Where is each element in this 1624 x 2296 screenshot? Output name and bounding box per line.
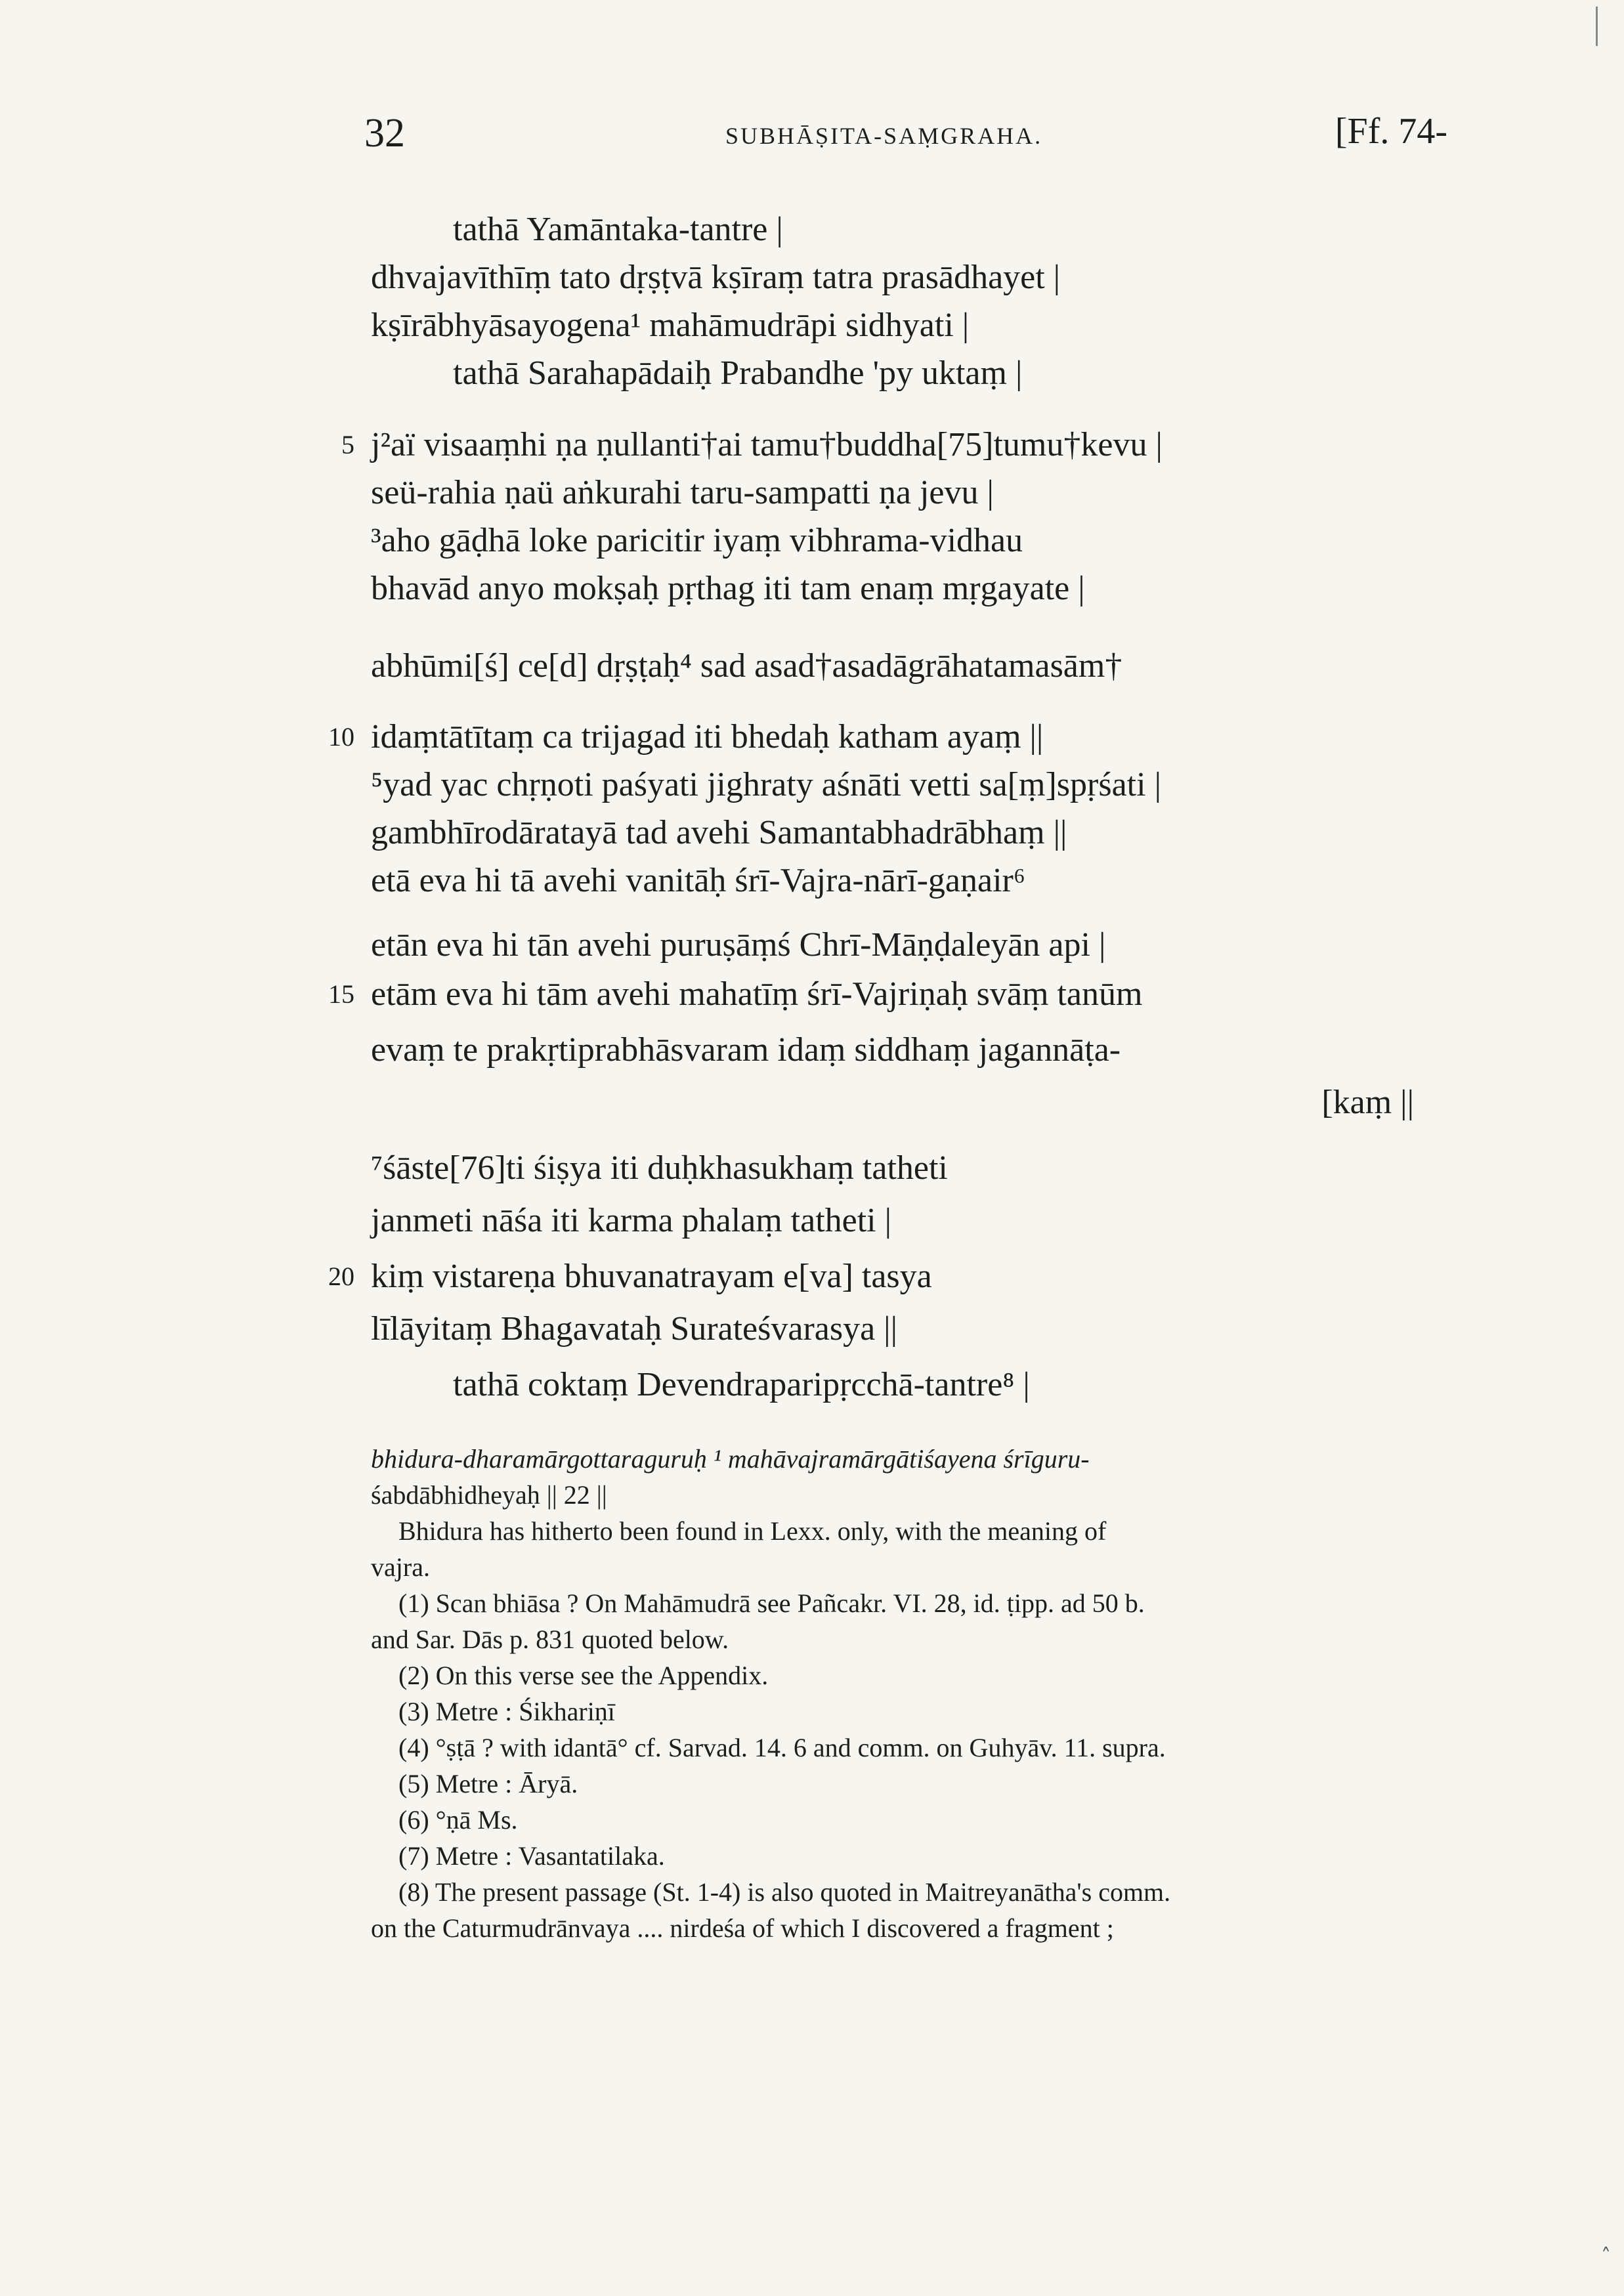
- verse-line: līlāyitaṃ Bhagavataḥ Surateśvarasya ||: [371, 1310, 897, 1348]
- footnote-line: (8) The present passage (St. 1-4) is also quoted in Maitreyanātha's comm.: [398, 1877, 1171, 1907]
- page-number: 32: [364, 111, 405, 156]
- verse-line: tathā coktaṃ Devendraparipṛcchā-tantre⁸ |: [453, 1366, 1030, 1403]
- verse-line: etām eva hi tām avehi mahatīṃ śrī-Vajriṇaḥ svāṃ tanūm: [371, 975, 1143, 1013]
- verse-line: etān eva hi tān avehi puruṣāṃś Chrī-Māṇḍaleyān api |: [371, 926, 1106, 964]
- verse-line: dhvajavīthīṃ tato dṛṣṭvā kṣīraṃ tatra prasādhayet |: [371, 259, 1061, 296]
- commentary-line: bhidura-dharamārgottaraguruḥ ¹ mahāvajramārgātiśayena śrīguru-: [371, 1444, 1090, 1474]
- footnote-line: (3) Metre : Śikhariṇī: [398, 1697, 615, 1726]
- verse-line: idaṃtātītaṃ ca trijagad iti bhedaḥ katham ayaṃ ||: [371, 718, 1044, 755]
- verse-line: janmeti nāśa iti karma phalaṃ tatheti |: [371, 1202, 892, 1239]
- footnote-line: (6) °ṇā Ms.: [398, 1805, 518, 1835]
- verse-line-continuation: [kaṃ ||: [1321, 1084, 1414, 1121]
- footnote-line: Bhidura has hitherto been found in Lexx. only, with the meaning of: [398, 1516, 1107, 1546]
- verse-line: gambhīrodāratayā tad avehi Samantabhadrābhaṃ ||: [371, 814, 1067, 851]
- footnote-line: vajra.: [371, 1552, 430, 1582]
- scan-edge-mark: [1596, 7, 1598, 46]
- footnote-line: (4) °ṣṭā ? with idantā° cf. Sarvad. 14. 6 and comm. on Guhyāv. 11. supra.: [398, 1733, 1166, 1762]
- page-header: [364, 110, 1447, 169]
- footnote-line: (1) Scan bhiāsa ? On Mahāmudrā see Pañcakr. VI. 28, id. ṭipp. ad 50 b.: [398, 1588, 1145, 1618]
- verse-line: tathā Yamāntaka-tantre |: [453, 211, 783, 248]
- verse-line: ³aho gāḍhā loke paricitir iyaṃ vibhrama-vidhau: [371, 522, 1023, 559]
- footnotes: [371, 1441, 1434, 1946]
- verse-line: bhavād anyo mokṣaḥ pṛthag iti tam enaṃ mṛgayate |: [371, 570, 1085, 607]
- line-number: 10: [328, 722, 354, 752]
- folio-reference: [Ff. 74-: [1335, 111, 1447, 152]
- line-number: 5: [341, 430, 354, 459]
- verse-line: ⁷śāste[76]ti śiṣya iti duḥkhasukhaṃ tatheti: [371, 1149, 948, 1187]
- verse-line: seü-rahia ṇaü aṅkurahi taru-sampatti ṇa jevu |: [371, 474, 994, 511]
- running-title: SUBHĀṢITA-SAṂGRAHA.: [725, 123, 1043, 149]
- verse-line: abhūmi[ś] ce[d] dṛṣṭaḥ⁴ sad asad†asadāgrāhatamasām†: [371, 647, 1122, 685]
- footnote-line: (2) On this verse see the Appendix.: [398, 1661, 769, 1690]
- footnote-line: (7) Metre : Vasantatilaka.: [398, 1841, 665, 1871]
- verse-line: ⁵yad yac chṛṇoti paśyati jighraty aśnāti vetti sa[ṃ]spṛśati |: [371, 766, 1161, 803]
- verse-line: j²aï visaaṃhi ṇa ṇullanti†ai tamu†buddha[75]tumu†kevu |: [371, 426, 1163, 463]
- verse-line: evaṃ te prakṛtiprabhāsvaram idaṃ siddhaṃ jagannāṭa-: [371, 1031, 1121, 1069]
- scan-corner-glyph: ˄: [1601, 2245, 1611, 2268]
- footnote-line: on the Caturmudrānvaya .... nirdeśa of which I discovered a fragment ;: [371, 1913, 1114, 1943]
- line-number: 15: [328, 979, 354, 1009]
- commentary-line: śabdābhidheyaḥ || 22 ||: [371, 1480, 607, 1510]
- verse-line: tathā Sarahapādaiḥ Prabandhe 'py uktaṃ |: [453, 354, 1023, 392]
- footnote-line: and Sar. Dās p. 831 quoted below.: [371, 1625, 729, 1654]
- verse-line: etā eva hi tā avehi vanitāḥ śrī-Vajra-nārī-gaṇair⁶: [371, 862, 1025, 899]
- verse-line: kiṃ vistareṇa bhuvanatrayam e[va] tasya: [371, 1258, 932, 1295]
- footnote-line: (5) Metre : Āryā.: [398, 1769, 578, 1798]
- line-number: 20: [328, 1262, 354, 1291]
- verse-line: kṣīrābhyāsayogena¹ mahāmudrāpi sidhyati |: [371, 307, 970, 344]
